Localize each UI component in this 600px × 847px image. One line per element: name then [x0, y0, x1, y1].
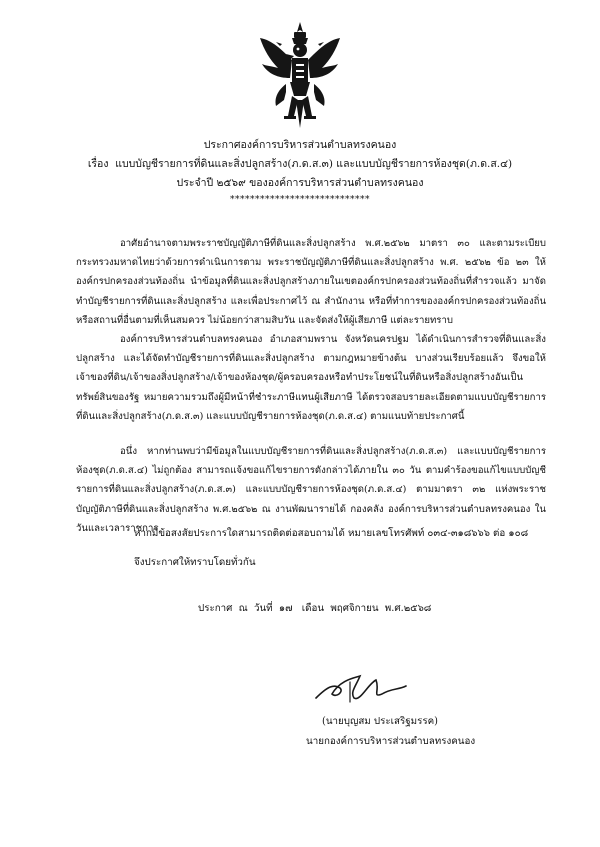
date-year: พ.ศ.๒๕๖๘ [384, 603, 432, 614]
announcement-heading [60, 136, 540, 207]
announcement-title: ประกาศองค์การบริหารส่วนตำบลทรงคนอง [203, 139, 397, 151]
month-label: เดือน [301, 603, 325, 614]
contact-line: หากมีข้อสงสัยประการใดสามารถติดต่อสอบถามได้ หมายเลขโทรศัพท์ ๐๓๔-๓๑๘๖๖๖ ต่อ ๑๐๘ [134, 528, 529, 539]
announcement-year-line: ประจำปี ๒๕๖๙ ขององค์การบริหารส่วนตำบลทรงคนอง [176, 177, 424, 189]
day-label: วันที่ [253, 603, 273, 614]
closing-line: จึงประกาศให้ทราบโดยทั่วกัน [134, 557, 256, 568]
subject-label: เรื่อง [87, 158, 109, 170]
date-month: พฤศจิกายน [330, 603, 379, 614]
paragraph-survey: องค์การบริหารส่วนตำบลทรงคนอง อำเภอสามพราน จังหวัดนครปฐม ได้ดำเนินการสำรวจที่ดินและสิ่งปลูกสร้าง และได้จัดทำบัญชีรายการที่ดินและสิ่งปลูกสร้าง ตามกฎหมายข้างต้น บางส่วนเรียบร้อยแล้ว จึงขอให้ เจ้าของที่ดิน/เจ้าของสิ่งปลูกสร้าง/เจ้าของห้องชุด/ผู้ครอบครองหรือทำประโยชน์ในที่ดินหรือสิ่งปลูกสร้างอันเป็นทรัพย์สินของรัฐ หมายความรวมถึงผู้มีหน้าที่ชำระภาษีแทนผู้เสียภาษี ได้ตรวจสอบรายละเอียดตามแบบบัญชีรายการที่ดินและสิ่งปลูกสร้าง(ภ.ด.ส.๓) และแบบบัญชีรายการห้องชุด(ภ.ด.ส.๔) ตามแนบท้ายประกาศนี้ [76, 334, 546, 422]
date-at: ณ [238, 603, 248, 614]
signer-name: (นายบุญสม ประเสริฐมรรค) [322, 716, 438, 727]
date-line [198, 601, 431, 617]
garuda-emblem-icon [256, 20, 344, 132]
handwritten-signature [310, 668, 410, 708]
paragraph-correction: อนึ่ง หากท่านพบว่ามีข้อมูลในแบบบัญชีรายการที่ดินและสิ่งปลูกสร้าง(ภ.ด.ส.๓) และแบบบัญชีรายการห้องชุด(ภ.ด.ส.๔) ไม่ถูกต้อง สามารถแจ้งขอแก้ไขรายการดังกล่าวได้ภายใน ๓๐ วัน ตามคำร้องขอแก้ไขแบบบัญชีรายการที่ดินและสิ่งปลูกสร้าง(ภ.ด.ส.๓) และแบบบัญชีรายการห้องชุด(ภ.ด.ส.๔) ตามมาตรา ๓๒ แห่งพระราชบัญญัติภาษีที่ดินและสิ่งปลูกสร้าง พ.ศ.๒๕๖๒ ณ งานพัฒนารายได้ กองคลัง องค์การบริหารส่วนตำบลทรงคนอง ในวันและเวลาราชการ [76, 446, 546, 534]
date-label: ประกาศ [198, 603, 233, 614]
paragraph-authority: อาศัยอำนาจตามพระราชบัญญัติภาษีที่ดินและสิ่งปลูกสร้าง พ.ศ.๒๕๖๒ มาตรา ๓๐ และตามระเบียบกระทรวงมหาดไทยว่าด้วยการดำเนินการตาม พระราชบัญญัติภาษีที่ดินและสิ่งปลูกสร้าง พ.ศ. ๒๕๖๒ ข้อ ๒๓ ให้องค์กรปกครองส่วนท้องถิ่น นำข้อมูลที่ดินและสิ่งปลูกสร้างภายในเขตองค์กรปกครองส่วนท้องถิ่นที่สำรวจแล้ว มาจัดทำบัญชีรายการที่ดินและสิ่งปลูกสร้าง และเพื่อประกาศไว้ ณ สำนักงาน หรือที่ทำการขององค์กรปกครองส่วนท้องถิ่น หรือสถานที่อื่นตามที่เห็นสมควร ไม่น้อยกว่าสามสิบวัน และจัดส่งให้ผู้เสียภาษี แต่ละรายทราบ [76, 238, 546, 326]
announcement-subject [60, 155, 540, 174]
date-day: ๑๗ [278, 603, 293, 614]
signer-position: นายกองค์การบริหารส่วนตำบลทรงคนอง [306, 736, 476, 747]
subject-text: แบบบัญชีรายการที่ดินและสิ่งปลูกสร้าง(ภ.ด.ส.๓) และแบบบัญชีรายการห้องชุด(ภ.ด.ส.๔) [115, 158, 513, 170]
star-divider: **************************** [230, 195, 370, 205]
